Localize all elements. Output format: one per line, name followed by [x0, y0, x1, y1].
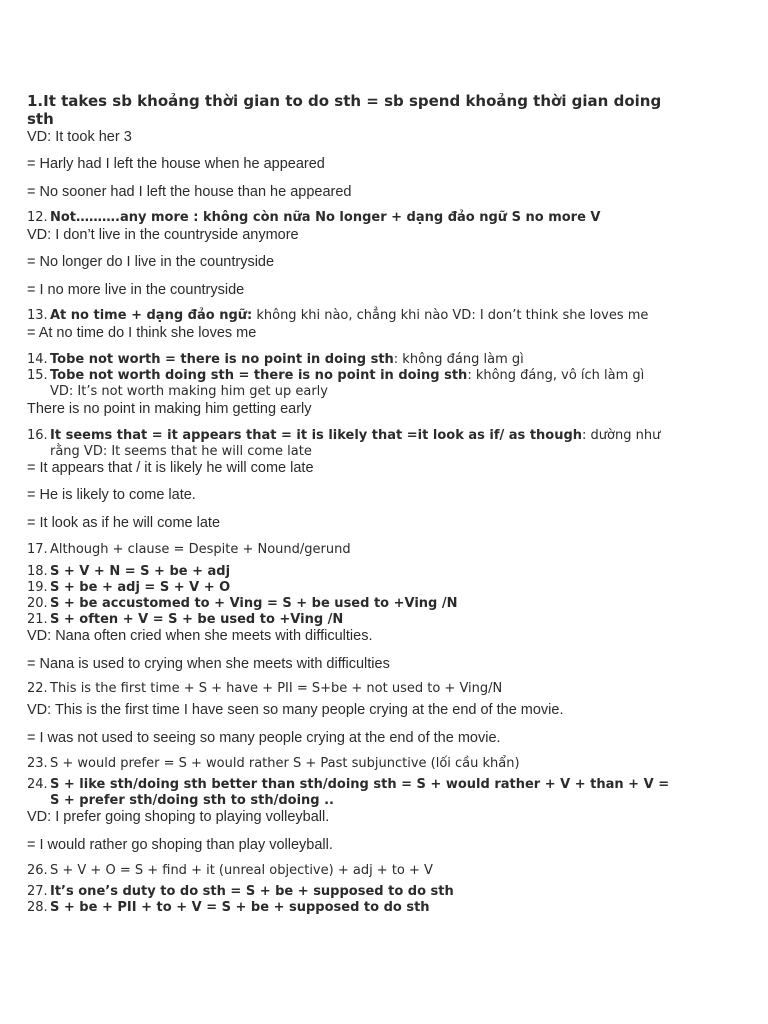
section-22-example: VD: This is the first time I have seen so many people crying at the end of the movie.	[27, 702, 564, 718]
section-14	[27, 352, 677, 368]
section-13-meaning: không khi nào, chẳng khi nào VD: I don’t think she loves me	[252, 308, 649, 323]
section-14-text	[50, 352, 677, 368]
item-number: 19.	[27, 580, 48, 595]
section-20-rule: S + be accustomed to + Ving = S + be used to +Ving /N	[50, 596, 458, 611]
section-15-text	[50, 368, 677, 400]
section-21-rewrite-1: = Nana is used to crying when she meets with difficulties	[27, 656, 390, 672]
section-23-rule: S + would prefer = S + would rather S + Past subjunctive (lối cầu khẩn)	[50, 756, 520, 771]
item-number: 14.	[27, 352, 48, 367]
item-number: 24.	[27, 777, 48, 792]
section-15-rule: Tobe not worth doing sth = there is no point in doing sth	[50, 368, 468, 383]
section-22-rewrite-1: = I was not used to seeing so many people crying at the end of the movie.	[27, 730, 501, 746]
section-15-rewrite-1: There is no point in making him getting early	[27, 401, 312, 417]
section-13-rule: At no time + dạng đảo ngữ:	[50, 308, 253, 323]
item-number: 22.	[27, 681, 48, 696]
section-23	[27, 756, 677, 772]
section-12-rewrite-1: = No longer do I live in the countryside	[27, 254, 275, 270]
section-15	[27, 368, 677, 400]
section-26	[27, 863, 677, 879]
section-16-rewrite-1: = It appears that / it is likely he will come late	[27, 460, 314, 476]
section-19	[27, 580, 677, 596]
section-17-rule: Although + clause = Despite + Nound/gerund	[50, 542, 351, 557]
section-12-rewrite-2: = I no more live in the countryside	[27, 282, 245, 298]
section-28	[27, 900, 677, 916]
section-16-meaning: : dường như rằng VD: It seems that he will come late	[50, 428, 661, 459]
section-16	[27, 428, 677, 460]
section-16-text	[50, 428, 677, 460]
section-19-rule: S + be + adj = S + V + O	[50, 580, 231, 595]
section-12	[27, 210, 677, 226]
item-number: 26.	[27, 863, 48, 878]
item-number: 28.	[27, 900, 48, 915]
item-number: 23.	[27, 756, 48, 771]
item-number: 17.	[27, 542, 48, 557]
item-number: 27.	[27, 884, 48, 899]
section-15-example: VD: It’s not worth making him get up early	[50, 384, 328, 399]
section-21	[27, 612, 677, 628]
section-28-rule: S + be + PII + to + V = S + be + supposed to do sth	[50, 900, 430, 915]
section-22-rule: This is the first time + S + have + PII = S+be + not used to + Ving/N	[50, 681, 503, 696]
section-17	[27, 542, 677, 558]
section-16-rule: It seems that = it appears that = it is likely that =it look as if/ as though	[50, 428, 583, 443]
section-21-rule: S + often + V = S + be used to +Ving /N	[50, 612, 344, 627]
section-13-rewrite-1: = At no time do I think she loves me	[27, 325, 257, 341]
section-24	[27, 777, 677, 809]
section-1-rewrite-1: = Harly had I left the house when he appeared	[27, 156, 325, 172]
section-18	[27, 564, 677, 580]
section-22	[27, 681, 677, 697]
section-20	[27, 596, 677, 612]
section-1-example: VD: It took her 3	[27, 129, 132, 145]
section-16-rewrite-3: = It look as if he will come late	[27, 515, 221, 531]
section-24-rule: S + like sth/doing sth better than sth/doing sth = S + would rather + V + than + V = S + prefer sth/doing sth to sth/doing ..	[50, 777, 670, 808]
item-number: 15.	[27, 368, 48, 383]
section-24-example: VD: I prefer going shoping to playing volleyball.	[27, 809, 330, 825]
item-number: 13.	[27, 308, 48, 323]
section-1-rewrite-2: = No sooner had I left the house than he appeared	[27, 184, 352, 200]
section-21-example: VD: Nana often cried when she meets with difficulties.	[27, 628, 373, 644]
section-12-rule: Not……….any more : không còn nữa No longer + dạng đảo ngữ S no more V	[50, 210, 601, 225]
item-number: 18.	[27, 564, 48, 579]
section-14-meaning: : không đáng làm gì	[393, 352, 524, 367]
section-15-meaning: : không đáng, vô ích làm gì	[467, 368, 645, 383]
section-13	[27, 308, 677, 324]
section-14-rule: Tobe not worth = there is no point in doing sth	[50, 352, 394, 367]
section-27-rule: It’s one’s duty to do sth = S + be + supposed to do sth	[50, 884, 454, 899]
item-number: 12.	[27, 210, 48, 225]
section-16-rewrite-2: = He is likely to come late.	[27, 487, 196, 503]
section-24-rewrite-1: = I would rather go shoping than play volleyball.	[27, 837, 333, 853]
item-number: 21.	[27, 612, 48, 627]
section-12-example: VD: I don’t live in the countryside anymore	[27, 227, 299, 243]
item-number: 20.	[27, 596, 48, 611]
section-26-rule: S + V + O = S + find + it (unreal objective) + adj + to + V	[50, 863, 433, 878]
section-18-rule: S + V + N = S + be + adj	[50, 564, 231, 579]
section-1-heading: 1.It takes sb khoảng thời gian to do sth = sb spend khoảng thời gian doing sth	[27, 92, 662, 128]
item-number: 16.	[27, 428, 48, 443]
section-27	[27, 884, 677, 900]
document-body	[27, 92, 677, 916]
section-13-text	[50, 308, 677, 324]
